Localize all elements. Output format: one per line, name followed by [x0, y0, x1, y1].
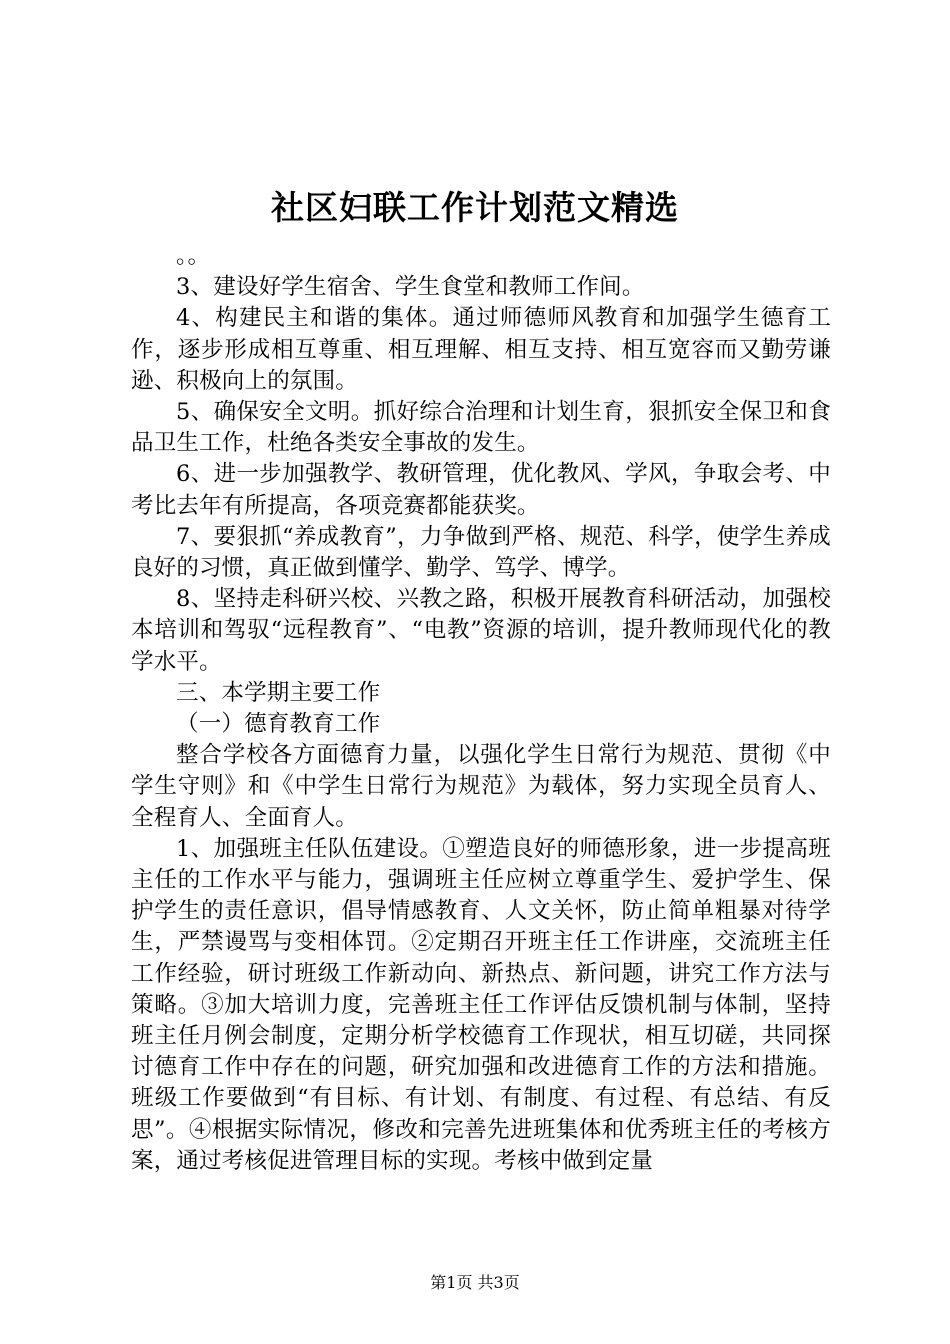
- page-number: 第1页 共3页: [430, 1273, 520, 1292]
- paragraph: 7、要狠抓“养成教育”，力争做到严格、规范、科学，使学生养成良好的习惯，真正做到懂学、勤学、笃学、博学。: [131, 523, 831, 582]
- document-body: [131, 241, 831, 1177]
- paragraph: 4、构建民主和谐的集体。通过师德师风教育和加强学生德育工作，逐步形成相互尊重、相互理解、相互支持、相互宽容而又勤劳谦逊、积极向上的氛围。: [131, 305, 831, 394]
- paragraph: 1、加强班主任队伍建设。①塑造良好的师德形象，进一步提高班主任的工作水平与能力，强调班主任应树立尊重学生、爱护学生、保护学生的责任意识，倡导情感教育、人文关怀，防止简单粗暴对待学生，严禁谩骂与变相体罚。②定期召开班主任工作讲座，交流班主任工作经验，研讨班级工作新动向、新热点、新问题，讲究工作方法与策略。③加大培训力度，完善班主任工作评估反馈机制与体制，坚持班主任月例会制度，定期分析学校德育工作现状，相互切磋，共同探讨德育工作中存在的问题，研究加强和改进德育工作的方法和措施。班级工作要做到“有目标、有计划、有制度、有过程、有总结、有反思”。④根据实际情况，修改和完善先进班集体和优秀班主任的考核方案，通过考核促进管理目标的实现。考核中做到定量: [131, 835, 831, 1174]
- paragraph: 6、进一步加强教学、教研管理，优化教风、学风，争取会考、中考比去年有所提高，各项竞赛都能获奖。: [131, 461, 831, 519]
- paragraph: 整合学校各方面德育力量，以强化学生日常行为规范、贯彻《中学生守则》和《中学生日常行为规范》为载体，努力实现全员育人、全程育人、全面育人。: [131, 742, 831, 831]
- subsection-heading: （一）德育教育工作: [176, 711, 381, 738]
- paragraph: 8、坚持走科研兴校、兴教之路，积极开展教育科研活动，加强校本培训和驾驭“远程教育”、“电教”资源的培训，提升教师现代化的教学水平。: [131, 586, 831, 675]
- document-title: 社区妇联工作计划范文精选: [271, 188, 679, 227]
- section-heading: 三、本学期主要工作: [176, 679, 381, 706]
- paragraph: 5、确保安全文明。抓好综合治理和计划生育，狠抓安全保卫和食品卫生工作，杜绝各类安全事故的发生。: [131, 399, 831, 457]
- paragraph: 3、建设好学生宿舍、学生食堂和教师工作间。: [176, 274, 645, 301]
- paragraph: 。。: [176, 243, 211, 269]
